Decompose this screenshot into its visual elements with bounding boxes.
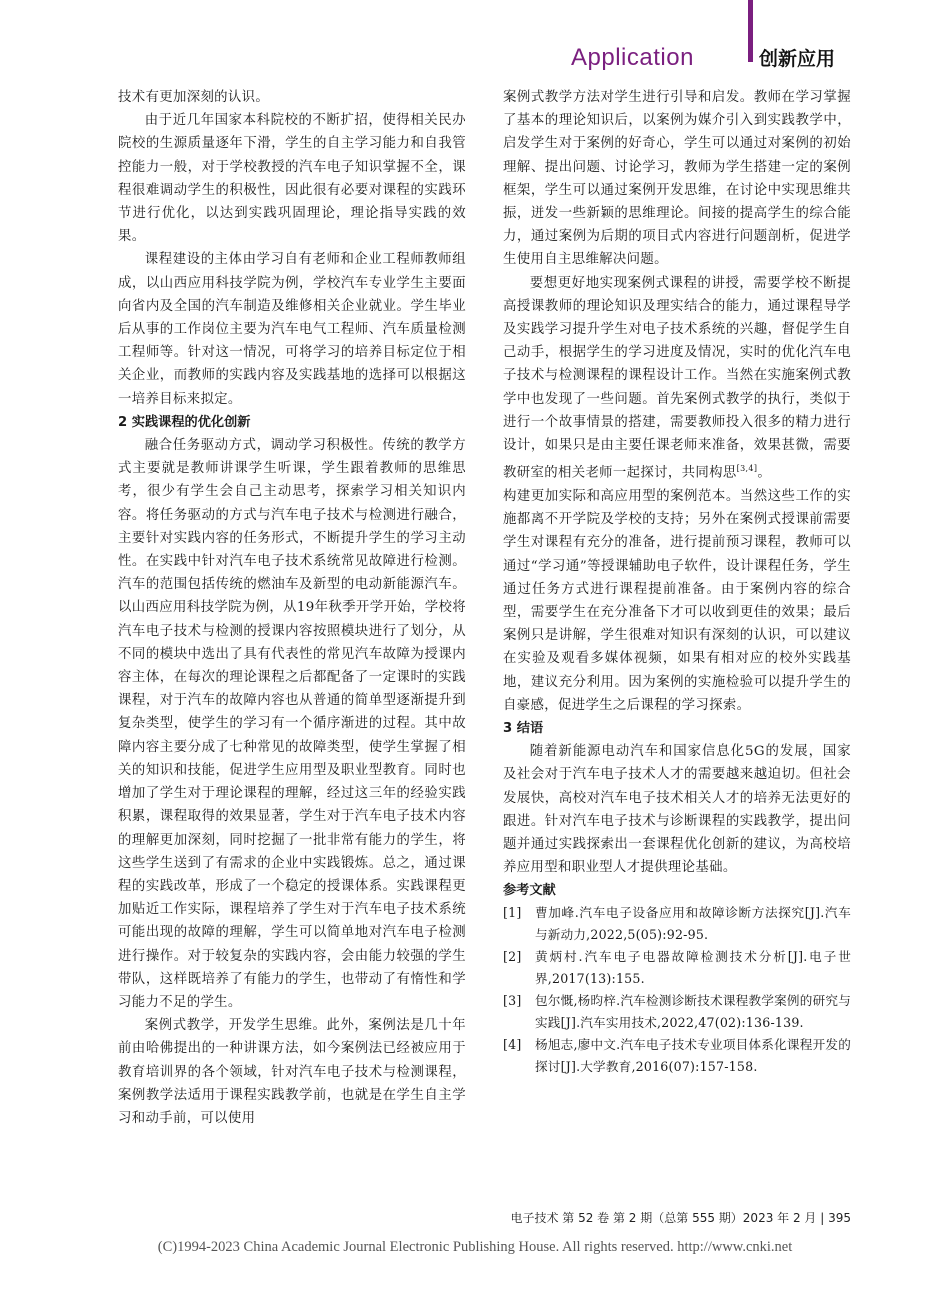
reference-number: [2] <box>503 949 522 965</box>
body-paragraph: 融合任务驱动方式，调动学习积极性。传统的教学方式主要就是教师讲课学生听课，学生跟着教师的思维思考，很少有学生会自己主动思考，探索学习相关知识内容。将任务驱动的方式与汽车电子技术与检测进行融合，主要针对实践内容的任务形式，不断提升学生的学习主动性。在实践中针对汽车电子技术系统常见故障进行检测。汽车的范围包括传统的燃油车及新型的电动新能源汽车。以山西应用科技学院为例，从19年秋季开学开始，学校将汽车电子技术与检测的授课内容按照模块进行了划分，从不同的模块中选出了具有代表性的常见汽车故障为授课内容主体，在每次的理论课程之后都配备了一定课时的实践课程，对于汽车的故障内容也从普通的简单型逐渐提升到复杂类型，使学生的学习有一个循序渐进的过程。其中故障内容主要分成了七种常见的故障类型，使学生掌握了相关的知识和技能，促进学生应用型及职业型教育。同时也增加了学生对于理论课程的理解，经过这三年的经验实践积累，课程取得的效果显著，学生对于汽车电子技术内容的理解更加深刻，同时挖掘了一批非常有能力的学生，将这些学生送到了有需求的企业中实践锻炼。总之，通过课程的实践改革，形成了一个稳定的授课体系。实践课程更加贴近工作实际，课程培养了学生对于汽车电子技术系统可能出现的故障的理解，学生可以简单地对汽车电子检测进行操作。对于较复杂的实践内容，会由能力较强的学生带队，这样既培养了有能力的学生，也带动了有惰性和学习能力不足的学生。 <box>118 438 466 1010</box>
body-paragraph: 随着新能源电动汽车和国家信息化5G的发展，国家及社会对于汽车电子技术人才的需要越来越迫切。但社会发展快，高校对汽车电子技术相关人才的培养无法更好的跟进。针对汽车电子技术与诊断课程的实践教学，提出问题并通过实践探索出一套课程优化创新的建议，为高校培养应用型和职业型人才提供理论基础。 <box>503 744 851 876</box>
reference-text: 包尔慨,杨昀梓.汽车检测诊断技术课程教学案例的研究与实践[J].汽车实用技术,2022,47(02):136-139. <box>535 993 851 1031</box>
reference-text: 杨旭志,廖中文.汽车电子技术专业项目体系化课程开发的探讨[J].大学教育,2016(07):157-158. <box>535 1037 851 1075</box>
section-label-en: Application <box>571 44 694 71</box>
reference-text: 黄炳村.汽车电子电器故障检测技术分析[J].电子世界,2017(13):155. <box>535 949 851 987</box>
citation-mark: [3,4] <box>736 464 758 474</box>
body-paragraph: 技术有更加深刻的认识。 <box>118 90 270 105</box>
body-paragraph: 课程建设的主体由学习自有老师和企业工程师教师组成，以山西应用科技学院为例，学校汽车专业学生主要面向省内及全国的汽车制造及维修相关企业就业。学生毕业后从事的工作岗位主要为汽车电气工程师、汽车质量检测工程师等。针对这一情况，可将学习的培养目标定位于相关企业，而教师的实践内容及实践基地的选择可以根据这一培养目标来拟定。 <box>118 252 466 407</box>
section-heading: 3 结语 <box>503 720 544 736</box>
reference-item <box>503 1034 851 1078</box>
reference-item <box>503 946 851 990</box>
body-text: 。 <box>757 465 772 481</box>
body-paragraph: 由于近几年国家本科院校的不断扩招，使得相关民办院校的生源质量逐年下滑，学生的自主学习能力和自我管控能力一般，对于学校教授的汽车电子知识掌握不全，课程很难调动学生的积极性，因此很有必要对课程的实践环节进行优化，以达到实践巩固理论，理论指导实践的效果。 <box>118 113 466 245</box>
reference-item <box>503 902 851 946</box>
copyright-notice: (C)1994-2023 China Academic Journal Electronic Publishing House. All rights reserved. http://www.cnki.net <box>157 1239 793 1255</box>
body-paragraph: 案例式教学，开发学生思维。此外，案例法是几十年前由哈佛提出的一种讲课方法，如今案例法已经被应用于教育培训界的各个领域，针对汽车电子技术与检测课程，案例教学法适用于课程实践教学前，也就是在学生自主学习和动手前，可以使用 <box>118 1018 466 1126</box>
section-heading: 2 实践课程的优化创新 <box>118 414 251 430</box>
reference-item <box>503 990 851 1034</box>
header-accent-bar <box>748 0 753 62</box>
journal-footer: 电子技术 第 52 卷 第 2 期（总第 555 期）2023 年 2 月 | 395 <box>510 1211 851 1225</box>
references-heading: 参考文献 <box>503 883 556 899</box>
reference-number: [4] <box>503 1037 522 1053</box>
body-paragraph: 案例式教学方法对学生进行引导和启发。教师在学习掌握了基本的理论知识后，以案例为媒介引入到实践教学中，启发学生对于案例的好奇心，学生可以通过对案例的初始理解、提出问题、讨论学习，教师为学生搭建一定的案例框架，学生可以通过案例开发思维，在讨论中实现思维共振，迸发一些新颖的思维理论。间接的提高学生的综合能力，通过案例为后期的项目式内容进行问题剖析，促进学生使用自主思维解决问题。 <box>503 90 851 268</box>
left-column <box>118 86 466 1130</box>
body-text: 要想更好地实现案例式课程的讲授，需要学校不断提高授课教师的理论知识及理实结合的能力，通过课程导学及实践学习提升学生对电子技术系统的兴趣，督促学生自己动手，根据学生的学习进度及情况，实时的优化汽车电子技术与检测课程的课程设计工作。当然在实施案例式教学中也发现了一些问题。首先案例式教学的执行，类似于进行一个故事情景的搭建，需要教师投入很多的精力进行设计，如果只是由主要任课老师来准备，效果甚微，需要教研室的相关老师一起探讨，共同构思 <box>503 275 851 481</box>
reference-list <box>503 902 851 1078</box>
body-paragraph: 构建更加实际和高应用型的案例范本。当然这些工作的实施都离不开学院及学校的支持；另外在案例式授课前需要学生对课程有充分的准备，进行提前预习课程，教师可以通过“学习通”等授课辅助电子软件，设计课程任务，学生通过任务方式进行课程提前准备。由于案例内容的综合型，需要学生在充分准备下才可以收到更佳的效果；最后案例只是讲解，学生很难对知识有深刻的认识，可以建议在实验及观看多媒体视频，如果有相对应的校外实践基地，建议充分利用。因为案例的实施检验可以提升学生的自豪感，促进学生之后课程的学习探索。 <box>503 488 851 713</box>
right-column <box>503 86 851 1078</box>
reference-text: 曹加峰.汽车电子设备应用和故障诊断方法探究[J].汽车与新动力,2022,5(05):92-95. <box>535 905 851 943</box>
section-label-zh: 创新应用 <box>759 48 836 70</box>
reference-number: [3] <box>503 993 522 1009</box>
body-paragraph <box>503 272 851 485</box>
reference-number: [1] <box>503 905 522 921</box>
